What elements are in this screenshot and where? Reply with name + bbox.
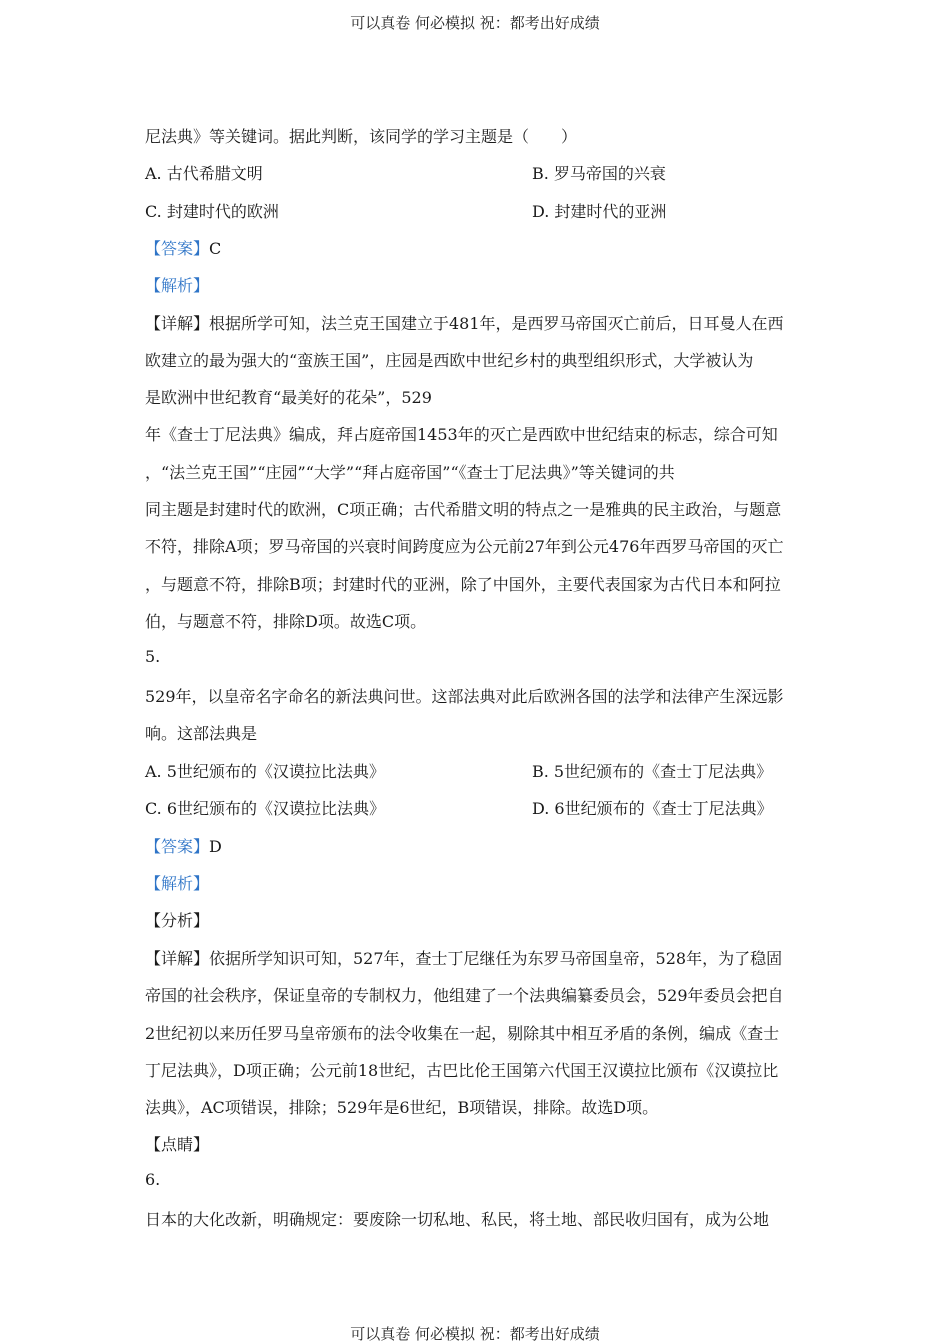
answer-value: C (209, 239, 222, 258)
q4-option-b: B. 罗马帝国的兴衰 (532, 164, 666, 183)
q5-answer (145, 834, 222, 857)
q4-detail-line: ，与题意不符，排除B项；封建时代的亚洲，除了中国外，主要代表国家为古代日本和阿拉 (145, 575, 781, 594)
answer-tag: 【答案】 (145, 239, 210, 258)
answer-value: D (209, 837, 222, 856)
q5-option-a: A. 5世纪颁布的《汉谟拉比法典》 (145, 762, 385, 781)
q5-option-d: D. 6世纪颁布的《查士丁尼法典》 (532, 799, 773, 818)
q4-option-c: C. 封建时代的欧洲 (145, 202, 279, 221)
q5-detail-line: 法典》，AC项错误，排除；529年是6世纪，B项错误，排除。故选D项。 (145, 1098, 659, 1117)
q6-number: 6. (145, 1170, 161, 1189)
q5-detail-line: 帝国的社会秩序，保证皇帝的专制权力，他组建了一个法典编纂委员会，529年委员会把自 (145, 986, 784, 1005)
q4-analysis-tag: 【解析】 (145, 276, 210, 295)
q4-detail-line: 同主题是封建时代的欧洲，C项正确；古代希腊文明的特点之一是雅典的民主政治，与题意 (145, 500, 782, 519)
page-header: 可以真卷 何必模拟 祝：都考出好成绩 (350, 14, 600, 32)
q5-dianjing-tag: 【点睛】 (145, 1135, 210, 1154)
q5-fenxi-tag: 【分析】 (145, 911, 210, 930)
q5-stem-line: 529年，以皇帝名字命名的新法典问世。这部法典对此后欧洲各国的法学和法律产生深远影 (145, 687, 784, 706)
q5-detail-line: 2世纪初以来历任罗马皇帝颁布的法令收集在一起，剔除其中相互矛盾的条例，编成《查士 (145, 1024, 780, 1043)
q5-option-b: B. 5世纪颁布的《查士丁尼法典》 (532, 762, 773, 781)
q4-detail-line: 是欧洲中世纪教育“最美好的花朵”，529 (145, 388, 432, 407)
q5-number: 5. (145, 647, 161, 666)
q4-detail-line: 【详解】根据所学可知，法兰克王国建立于481年，是西罗马帝国灭亡前后，日耳曼人在西 (145, 314, 784, 333)
q4-option-a: A. 古代希腊文明 (145, 164, 263, 183)
q4-detail-line: 伯，与题意不符，排除D项。故选C项。 (145, 612, 427, 631)
page-footer: 可以真卷 何必模拟 祝：都考出好成绩 (350, 1325, 600, 1343)
answer-tag: 【答案】 (145, 837, 210, 856)
q4-detail-line: ，“法兰克王国”“庄园”“大学”“拜占庭帝国”“《查士丁尼法典》”等关键词的共 (145, 463, 675, 482)
q4-option-d: D. 封建时代的亚洲 (532, 202, 667, 221)
q5-detail-line: 丁尼法典》，D项正确；公元前18世纪，古巴比伦王国第六代国王汉谟拉比颁布《汉谟拉比 (145, 1061, 779, 1080)
q4-detail-line: 欧建立的最为强大的“蛮族王国”，庄园是西欧中世纪乡村的典型组织形式，大学被认为 (145, 351, 754, 370)
q4-detail-line: 不符，排除A项；罗马帝国的兴衰时间跨度应为公元前27年到公元476年西罗马帝国的灭亡 (145, 537, 784, 556)
q5-analysis-tag: 【解析】 (145, 874, 210, 893)
q6-stem: 日本的大化改新，明确规定：要废除一切私地、私民，将土地、部民收归国有，成为公地 (145, 1210, 770, 1229)
q5-option-c: C. 6世纪颁布的《汉谟拉比法典》 (145, 799, 386, 818)
q4-stem-tail: 尼法典》等关键词。据此判断，该同学的学习主题是（ ） (145, 127, 578, 146)
q4-detail-line: 年《查士丁尼法典》编成，拜占庭帝国1453年的灭亡是西欧中世纪结束的标志，综合可知 (145, 425, 778, 444)
q5-stem-line: 响。这部法典是 (145, 724, 258, 743)
q5-detail-line: 【详解】依据所学知识可知，527年，查士丁尼继任为东罗马帝国皇帝，528年，为了稳固 (145, 949, 783, 968)
q4-answer (145, 236, 221, 259)
